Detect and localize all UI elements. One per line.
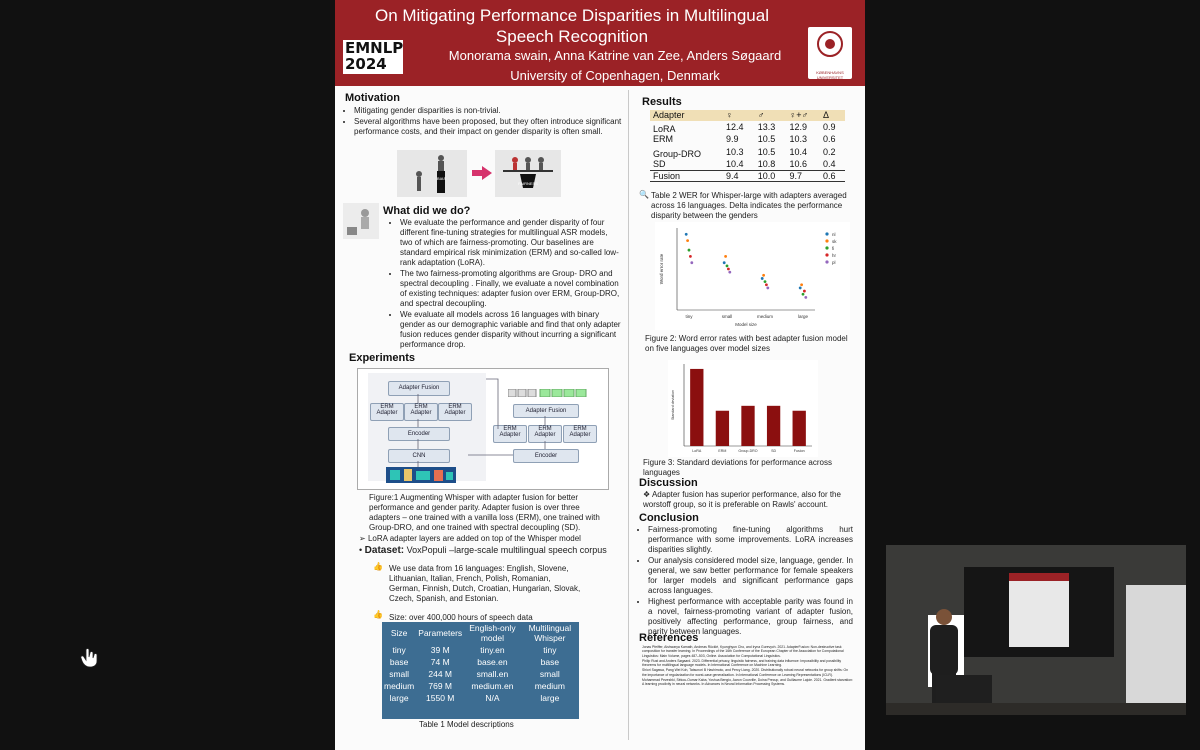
data-point: [723, 261, 726, 264]
table-row: small 244 M small.en small: [389, 669, 560, 679]
reference-item: Mohammad Pezeshki, Sékou-Oumar Kaba, Yoshua Bengio, Aaron Courville, Doina Precup, and Guillaume Lajoie. 2021. Gradient starvation: A learning proclivity in neural networks. In Advances in Neural Information Processing Systems.: [642, 678, 853, 687]
table-row: large 1550 M N/A large: [389, 693, 560, 703]
references-heading: References: [639, 632, 699, 644]
table-row: medium 769 M medium.en medium: [384, 681, 565, 691]
data-point: [726, 264, 729, 267]
crest-icon: [808, 27, 852, 65]
table-row: base 74 M base.en base: [389, 657, 560, 667]
bar: [716, 411, 729, 446]
encoder-box: Encoder: [388, 427, 450, 441]
legend-marker: [825, 260, 828, 263]
cnn-box: CNN: [388, 449, 450, 463]
poster: [335, 0, 865, 750]
video-floor: [886, 703, 1186, 715]
magnifier-icon: 🔍: [639, 190, 649, 199]
x-tick-label: tiny: [685, 314, 693, 319]
references-section: [639, 633, 853, 687]
university-logo: KØBENHAVNS UNIVERSITET: [808, 27, 852, 79]
legend-label: fi: [832, 246, 835, 251]
legend-label: sk: [832, 239, 837, 244]
x-tick-label: large: [797, 314, 809, 319]
model-table-wrapper: [382, 622, 579, 719]
data-point: [689, 255, 692, 258]
bullet-icon: •: [359, 545, 365, 555]
x-tick-label: Group-DRO: [738, 449, 758, 453]
what-did-section: [383, 206, 621, 351]
languages-text: We use data from 16 languages: English, Slovene, Lithuanian, Italian, French, Polish, Romanian, German, Finnish, Dutch, Croatian, Hungarian, Slovak, Czech, Spanish, and Estonian.: [389, 564, 581, 603]
data-point: [802, 293, 805, 296]
data-point: [728, 271, 731, 274]
data-point: [686, 239, 689, 242]
legend-marker: [825, 232, 828, 235]
x-tick-label: SD: [771, 449, 777, 453]
table-row: LoRA 12.4 13.3 12.9 0.9: [653, 122, 836, 134]
motivation-bullet: • Several algorithms have been proposed, but they often introduce significant performance costs, and their impact on gender disparity is often small.: [354, 117, 625, 137]
video-tv-screen: [964, 567, 1114, 657]
data-point: [804, 296, 807, 299]
data-point: [727, 268, 730, 271]
size-text: Size: over 400,000 hours of speech data: [389, 613, 533, 622]
x-tick-label: LoRA: [692, 449, 702, 453]
motivation-heading: Motivation: [345, 92, 400, 104]
data-point: [724, 255, 727, 258]
wer-scatter-chart: [655, 222, 850, 330]
conclusion-section: [639, 513, 853, 638]
thumbs-up-icon: 👍: [373, 562, 383, 571]
fairness-icon: [495, 150, 561, 197]
poster-title-line2: Speech Recognition: [495, 27, 649, 46]
poster-authors: Monorama swain, Anna Katrine van Zee, Anders Søgaard: [448, 48, 782, 63]
fairness-illustration: FAIRNESS: [495, 150, 561, 197]
diamond-icon: ❖: [643, 490, 652, 499]
legend-marker: [825, 246, 828, 249]
legend-marker: [825, 253, 828, 256]
bar: [793, 411, 806, 446]
discussion-section: [639, 478, 853, 510]
data-point: [766, 287, 769, 290]
data-point: [685, 233, 688, 236]
what-did-bullet: • We evaluate the performance and gender disparity of four different fine-tuning strategies for multilingual ASR models, two of which are fairness-promoting. Our baselines are standard empirical risk minimization (ERM) and so-called low-rank adaptation (LoRA).: [400, 218, 621, 268]
poster-title-line1: On Mitigating Performance Disparities in Multilingual: [375, 6, 769, 25]
poster-header: [335, 0, 865, 86]
architecture-diagram: [357, 368, 609, 490]
legend-label: hr: [832, 253, 837, 258]
experiments-heading: Experiments: [349, 352, 416, 364]
x-tick-label: medium: [756, 314, 774, 319]
table-row: Group-DRO 10.3 10.5 10.4 0.2: [653, 146, 836, 159]
erm-adapter-box: ERM Adapter: [563, 425, 597, 443]
bar: [741, 406, 754, 446]
poster-affiliation: University of Copenhagen, Denmark: [510, 68, 720, 83]
thumbs-up-icon: 👍: [373, 610, 383, 619]
data-point: [800, 283, 803, 286]
y-axis-label: Standard deviation: [671, 390, 675, 420]
erm-adapter-box: ERM Adapter: [370, 403, 404, 421]
table-header-cell: Parameters: [418, 628, 463, 638]
bar: [690, 369, 703, 446]
erm-adapter-box: ERM Adapter: [438, 403, 472, 421]
table-row: Fusion 9.4 10.0 9.7 0.6: [650, 170, 845, 182]
video-poster-thumbnail: [1009, 573, 1069, 647]
bar: [767, 406, 780, 446]
table-header-row: Adapter ♀ ♂ ♀+♂ Δ: [650, 110, 845, 121]
reference-item: Jonas Pfeiffer, Aishwarya Kamath, Andreas Rücklé, Kyunghyun Cho, and Iryna Gurevych. 2021. AdapterFusion: Non-destructive task composition for transfer learning. In Proceedings of the 16th Conference of the European Chapter of the Association for Computational Linguistics: Main Volume, pages 487–503, Online. Association for Computational Linguistics.: [642, 645, 844, 658]
hand-cursor-icon: [80, 648, 98, 668]
dataset-line: • Dataset: VoxPopuli –large-scale multilingual speech corpus: [359, 545, 607, 556]
erm-adapter-box: ERM Adapter: [493, 425, 527, 443]
legend-label: pl: [832, 260, 836, 265]
fig2-caption: Figure 2: Word error rates with best adapter fusion model on five languages over model sizes: [645, 334, 848, 353]
legend-label: nl: [832, 232, 836, 237]
erm-adapter-box: ERM Adapter: [404, 403, 438, 421]
data-point: [761, 277, 764, 280]
y-axis-label: Word error rate: [659, 253, 664, 285]
arrow-right-icon: [472, 166, 492, 180]
what-did-bullet: • We evaluate all models across 16 languages with binary gender as our demographic variable and find that only adapter fusion reduces gender disparity without incurring a significant performance drop.: [400, 310, 621, 350]
adapter-fusion-box: Adapter Fusion: [388, 381, 450, 396]
reference-item: Shiori Sagawa, Pang Wei Koh, Tatsunori B Hashimoto, and Percy Liang. 2020. Distributionally robust neural networks for group shifts: On the importance of regularization for worst-case generalization. In International Conference on Learning Representations (ICLR).: [642, 668, 849, 677]
what-did-bullet: • The two fairness-promoting algorithms are Group- DRO and spectral decoupling . Finally, we evaluate a novel combination of existing techniques: adapter fusion over ERM, Group-DRO, and spectral decoupling.: [400, 269, 621, 309]
discussion-heading: Discussion: [639, 477, 698, 489]
data-point: [803, 290, 806, 293]
bias-icon: [397, 150, 467, 197]
motivation-bullet: • Mitigating gender disparities is non-trivial.: [354, 106, 625, 116]
table2-caption: Table 2 WER for Whisper-large with adapters averaged across 16 languages. Delta indicates the performance disparity between the genders: [651, 191, 847, 220]
table-row: tiny 39 M tiny.en tiny: [392, 645, 557, 655]
adapter-fusion-box: Adapter Fusion: [513, 404, 579, 418]
data-point: [764, 280, 767, 283]
encoder-box: Encoder: [513, 449, 579, 463]
discussion-bullet: ❖ Adapter fusion has superior performance, also for the worstoff group, so it is preferable on Rawls' account.: [643, 490, 841, 509]
erm-adapter-box: ERM Adapter: [528, 425, 562, 443]
conclusion-bullet: • Highest performance with acceptable parity was found in a novel, fairness-promoting variant of adapter fusion, positively affecting performance, group fairness, and parity between languages.: [648, 597, 853, 637]
table-header-cell: English-only model: [469, 623, 516, 643]
conclusion-heading: Conclusion: [639, 512, 699, 524]
x-axis-label: Model size: [735, 322, 757, 327]
table-header-cell: Multilingual Whisper: [528, 623, 572, 643]
column-divider: [628, 90, 629, 740]
diagram-connectors: [358, 369, 608, 489]
what-did-heading: What did we do?: [383, 205, 471, 217]
data-point: [762, 274, 765, 277]
references-list: [639, 645, 853, 687]
table-row: SD 10.4 10.8 10.6 0.4: [653, 159, 836, 169]
x-tick-label: ERM: [718, 449, 727, 453]
speaker-video: [886, 545, 1186, 715]
fig1-caption: Figure:1 Augmenting Whisper with adapter fusion for better performance and gender parity. Adapter fusion is over three adapters – one trained with a vanilla loss (ERM), one trained with Group-DRO, and one trained with spectral decoupling (SD).: [369, 493, 600, 532]
table-header-cell: Size: [390, 628, 408, 638]
data-point: [690, 261, 693, 264]
chevron-right-icon: ➢: [359, 534, 368, 543]
conclusion-bullet: • Fairness-promoting fine-tuning algorithms hurt performance with some improvements. LoRA increases disparities slightly.: [648, 525, 853, 555]
table1-caption: Table 1 Model descriptions: [419, 720, 514, 729]
data-point: [799, 287, 802, 290]
table-row: ERM 9.9 10.5 10.3 0.6: [653, 134, 836, 144]
data-point: [765, 283, 768, 286]
table-header-row: [382, 622, 579, 644]
motivation-section: [345, 93, 625, 138]
lora-note: ➢ LoRA adapter layers are added on top of the Whisper model: [359, 534, 581, 543]
conclusion-bullet: • Our analysis considered model size, language, gender. In general, we saw better performance for female speakers for larger models and significant performance gaps across languages.: [648, 556, 853, 596]
legend-marker: [825, 239, 828, 242]
x-tick-label: small: [721, 314, 733, 319]
data-point: [688, 249, 691, 252]
results-heading: Results: [642, 96, 682, 108]
x-tick-label: Fusion: [793, 449, 805, 453]
bias-illustration: BIAS: [397, 150, 467, 197]
video-door: [1126, 585, 1186, 715]
experiments-section: [349, 353, 619, 363]
model-table: [382, 622, 579, 704]
video-laptop: [936, 675, 992, 705]
fig3-caption: Figure 3: Standard deviations for performance across languages: [643, 458, 832, 477]
emnlp-logo: EMNLP 2024: [345, 39, 404, 73]
person-thinking-icon: [343, 203, 379, 239]
std-bar-chart: [668, 360, 818, 457]
wer-table: [650, 110, 845, 182]
reference-item: Philip Rust and Anders Søgaard. 2023. Differential privacy, linguistic fairness, and training data influence: Impossibility and possibility theorems for multilingual language models. In International Conference on Machine Learning.: [642, 658, 842, 668]
